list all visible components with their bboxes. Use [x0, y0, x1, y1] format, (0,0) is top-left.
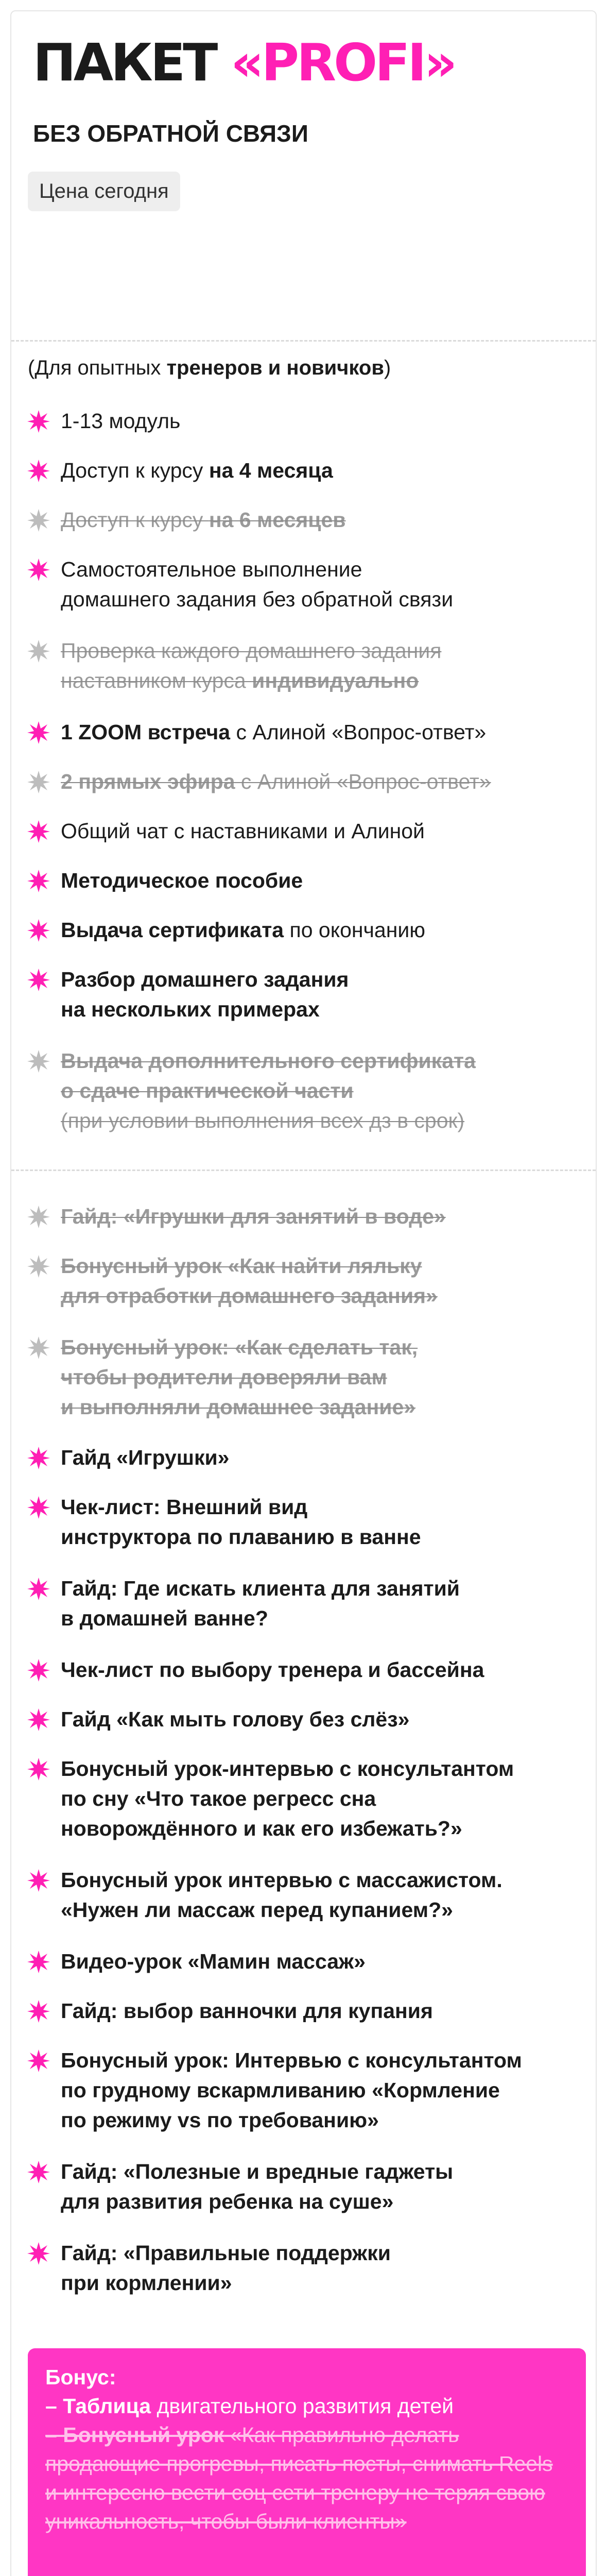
list-item-text: Выдача сертификата по окончанию	[61, 918, 425, 942]
list-item-text: 1-13 модуль	[61, 409, 181, 433]
list-item-text: Самостоятельное выполнение домашнего задания без обратной связи	[61, 557, 454, 611]
package-title: ПАКЕТ «PROFI»	[33, 32, 455, 93]
feature-item	[26, 816, 582, 846]
guide-item	[26, 2157, 582, 2216]
guide-item	[26, 1443, 582, 1472]
star-bullet-icon	[26, 458, 51, 484]
star-bullet-icon	[26, 1756, 51, 1782]
feature-item	[26, 767, 582, 796]
star-bullet-icon	[26, 967, 51, 993]
price-badge: Цена сегодня	[28, 172, 180, 211]
feature-item	[26, 554, 582, 614]
star-bullet-icon	[26, 1445, 51, 1471]
star-bullet-icon	[26, 1949, 51, 1975]
star-bullet-icon	[26, 868, 51, 894]
star-bullet-icon	[26, 769, 51, 795]
guide-item	[26, 1251, 582, 1311]
list-item-text: Проверка каждого домашнего задания наставником курса индивидуально	[61, 639, 442, 692]
guide-item	[26, 1996, 582, 2026]
list-item-text: Бонусный урок «Как найти ляльку для отработки домашнего задания»	[61, 1254, 438, 1308]
star-bullet-icon	[26, 507, 51, 533]
feature-item	[26, 636, 582, 696]
list-item-text: 2 прямых эфира с Алиной «Вопрос-ответ»	[61, 770, 491, 793]
bonus-item-table: – Таблица двигательного развития детей	[45, 2394, 454, 2418]
star-bullet-icon	[26, 1868, 51, 1893]
list-item-text: Выдача дополнительного сертификата о сдаче практической части (при условии выполнения всех дз в срок)	[61, 1049, 476, 1132]
feature-item	[26, 717, 582, 747]
star-bullet-icon	[26, 1707, 51, 1733]
star-bullet-icon	[26, 918, 51, 943]
star-bullet-icon	[26, 1048, 51, 1074]
guide-item	[26, 1332, 582, 1422]
feature-item	[26, 505, 582, 535]
guide-item	[26, 1573, 582, 1633]
bonus-box	[28, 2348, 586, 2576]
list-item-text: Доступ к курсу на 6 месяцев	[61, 508, 346, 532]
divider-top	[11, 340, 596, 342]
star-bullet-icon	[26, 638, 51, 664]
star-bullet-icon	[26, 1998, 51, 2024]
feature-item	[26, 455, 582, 485]
feature-item	[26, 964, 582, 1024]
package-name: «PROFI»	[231, 32, 455, 93]
list-item-text: Гайд: выбор ванночки для купания	[61, 1999, 433, 2023]
star-bullet-icon	[26, 1657, 51, 1683]
star-bullet-icon	[26, 409, 51, 434]
list-item-text: Бонусный урок-интервью с консультантом по сну «Что такое регресс сна новорождённого и как его избежать?»	[61, 1757, 514, 1840]
feature-item	[26, 1046, 582, 1136]
star-bullet-icon	[26, 2241, 51, 2266]
guide-item	[26, 1492, 582, 1552]
star-bullet-icon	[26, 1253, 51, 1279]
guide-item	[26, 2045, 582, 2135]
list-item-text: Гайд: Где искать клиента для занятий в домашней ванне?	[61, 1577, 460, 1630]
star-bullet-icon	[26, 2048, 51, 2074]
guide-item	[26, 1754, 582, 1843]
feature-item	[26, 406, 582, 436]
star-bullet-icon	[26, 2159, 51, 2185]
guide-item	[26, 1201, 582, 1231]
feature-item	[26, 866, 582, 895]
guide-item	[26, 1946, 582, 1976]
list-item-text: Бонусный урок: Интервью с консультантом по грудному вскармливанию «Кормление по режиму vs по требованию»	[61, 2048, 522, 2132]
guide-item	[26, 1655, 582, 1685]
list-item-text: Разбор домашнего задания на нескольких примерах	[61, 968, 349, 1021]
list-item-text: Гайд: «Правильные поддержки при кормлении»	[61, 2241, 391, 2295]
package-subtitle: БЕЗ ОБРАТНОЙ СВЯЗИ	[33, 120, 308, 147]
guide-item	[26, 2238, 582, 2298]
feature-item	[26, 915, 582, 945]
list-item-text: Чек-лист: Внешний вид инструктора по плаванию в ванне	[61, 1495, 421, 1549]
list-item-text: Гайд «Игрушки»	[61, 1446, 230, 1469]
guide-item	[26, 1865, 582, 1925]
list-item-text: Бонусный урок: «Как сделать так, чтобы родители доверяли вам и выполняли домашнее задание»	[61, 1335, 418, 1419]
bonus-item-lesson: – Бонусный урок «Как правильно делать продающие прогревы, писать посты, снимать Reels и интересно вести соц сети тренеру не теряя свою уникальность, чтобы были клиенты»	[45, 2423, 553, 2533]
list-item-text: Гайд «Как мыть голову без слёз»	[61, 1707, 410, 1731]
list-item-text: Общий чат с наставниками и Алиной	[61, 819, 425, 843]
list-item-text: Видео-урок «Мамин массаж»	[61, 1950, 366, 1973]
guide-item	[26, 1704, 582, 1734]
star-bullet-icon	[26, 1495, 51, 1520]
list-item-text: Бонусный урок интервью с массажистом. «Нужен ли массаж перед купанием?»	[61, 1868, 502, 1922]
list-item-text: Доступ к курсу на 4 месяца	[61, 459, 333, 482]
star-bullet-icon	[26, 557, 51, 583]
list-item-text: Методическое пособие	[61, 869, 303, 892]
star-bullet-icon	[26, 720, 51, 745]
list-item-text: Гайд: «Игрушки для занятий в воде»	[61, 1205, 446, 1228]
star-bullet-icon	[26, 819, 51, 844]
audience-note: (Для опытных тренеров и новичков)	[28, 357, 391, 379]
divider-middle	[11, 1170, 596, 1171]
list-item-text: Гайд: «Полезные и вредные гаджеты для развития ребенка на суше»	[61, 2160, 454, 2213]
star-bullet-icon	[26, 1204, 51, 1230]
list-item-text: 1 ZOOM встреча с Алиной «Вопрос-ответ»	[61, 720, 487, 744]
star-bullet-icon	[26, 1576, 51, 1602]
list-item-text: Чек-лист по выбору тренера и бассейна	[61, 1658, 484, 1682]
bonus-heading: Бонус:	[45, 2365, 116, 2389]
star-bullet-icon	[26, 1335, 51, 1361]
